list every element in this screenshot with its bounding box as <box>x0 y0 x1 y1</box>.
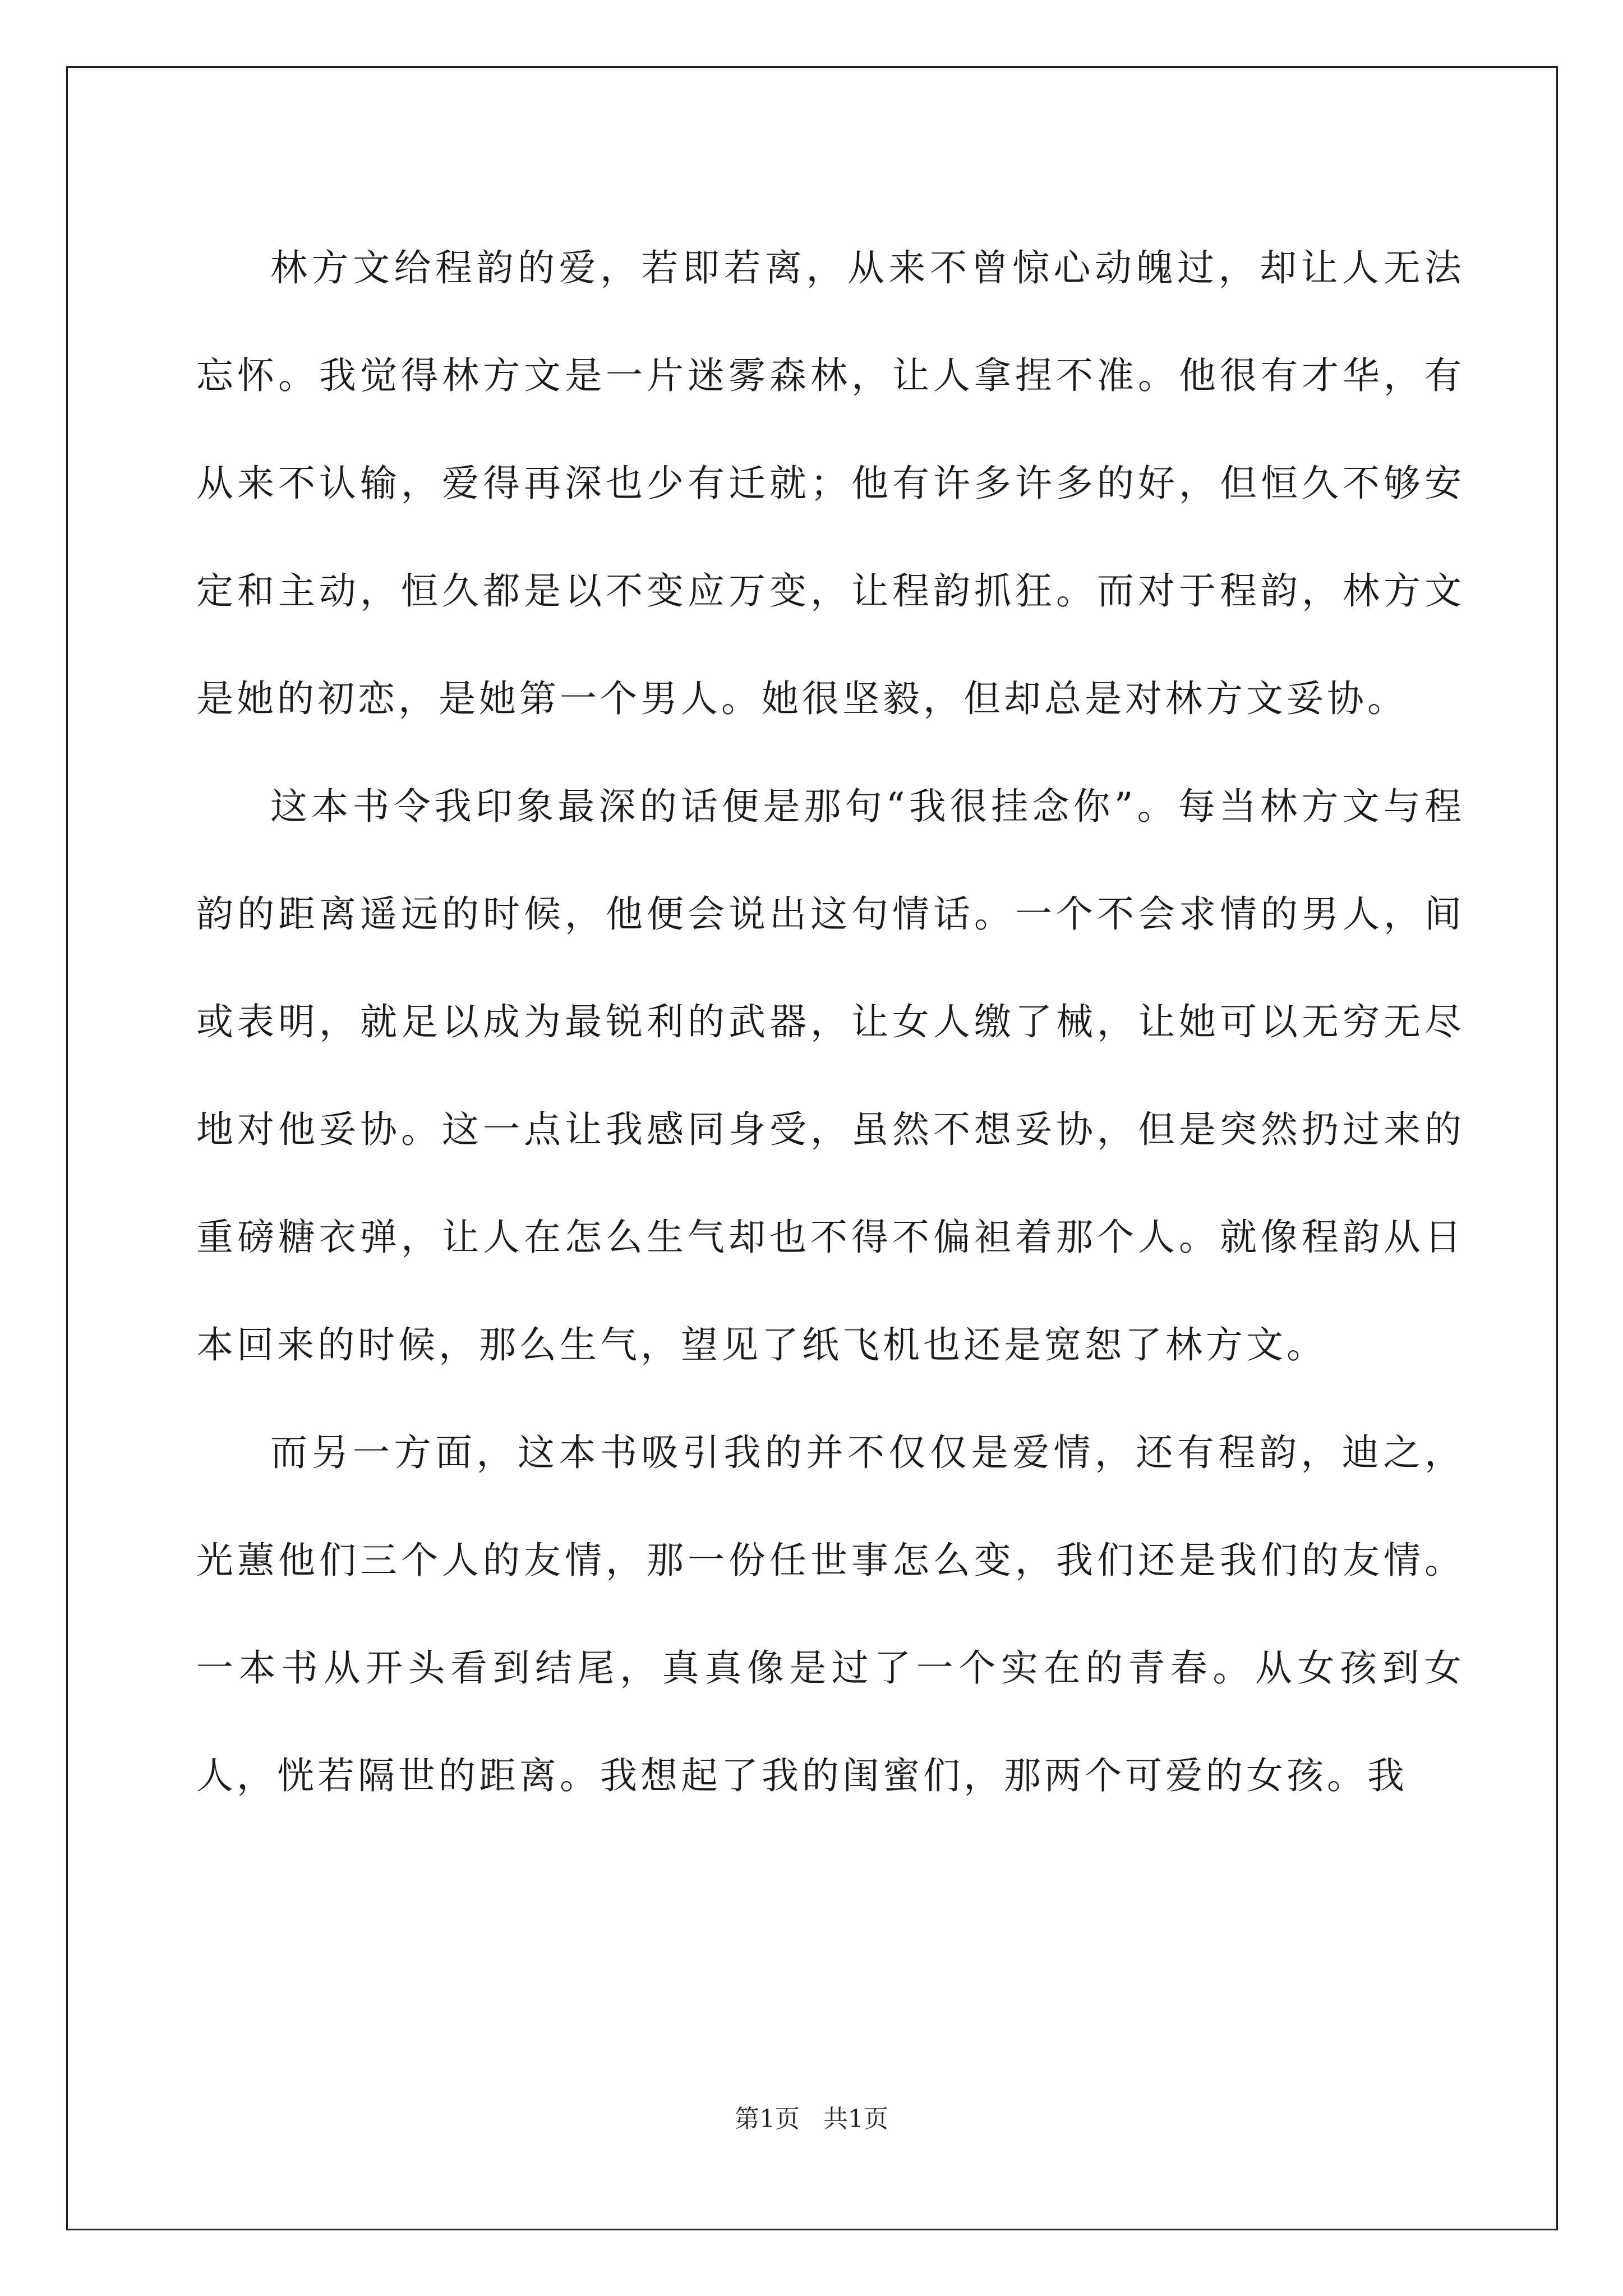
document-body <box>196 214 1465 1830</box>
page-footer <box>0 2102 1623 2136</box>
paragraph-1: 林方文给程韵的爱，若即若离，从来不曾惊心动魄过，却让人无法忘怀。我觉得林方文是一片迷雾森林，让人拿捏不准。他很有才华，有从来不认输，爱得再深也少有迁就；他有许多许多的好，但恒久不够安定和主动，恒久都是以不变应万变，让程韵抓狂。而对于程韵，林方文是她的初恋，是她第一个男人。她很坚毅，但却总是对林方文妥协。 <box>196 246 1465 720</box>
page-number-current: 第1页 <box>735 2105 800 2133</box>
paragraph-2: 这本书令我印象最深的话便是那句“我很挂念你”。每当林方文与程韵的距离遥远的时候，他便会说出这句情话。一个不会求情的男人，间或表明，就足以成为最锐利的武器，让女人缴了械，让她可以无穷无尽地对他妥协。这一点让我感同身受，虽然不想妥协，但是突然扔过来的重磅糖衣弹，让人在怎么生气却也不得不偏袒着那个人。就像程韵从日本回来的时候，那么生气，望见了纸飞机也还是宽恕了林方文。 <box>196 785 1465 1366</box>
page-number-total: 共1页 <box>823 2105 888 2133</box>
paragraph-3: 而另一方面，这本书吸引我的并不仅仅是爱情，还有程韵，迪之，光蕙他们三个人的友情，那一份任世事怎么变，我们还是我们的友情。一本书从开头看到结尾，真真像是过了一个实在的青春。从女孩到女人，恍若隔世的距离。我想起了我的闺蜜们，那两个可爱的女孩。我 <box>196 1431 1465 1797</box>
